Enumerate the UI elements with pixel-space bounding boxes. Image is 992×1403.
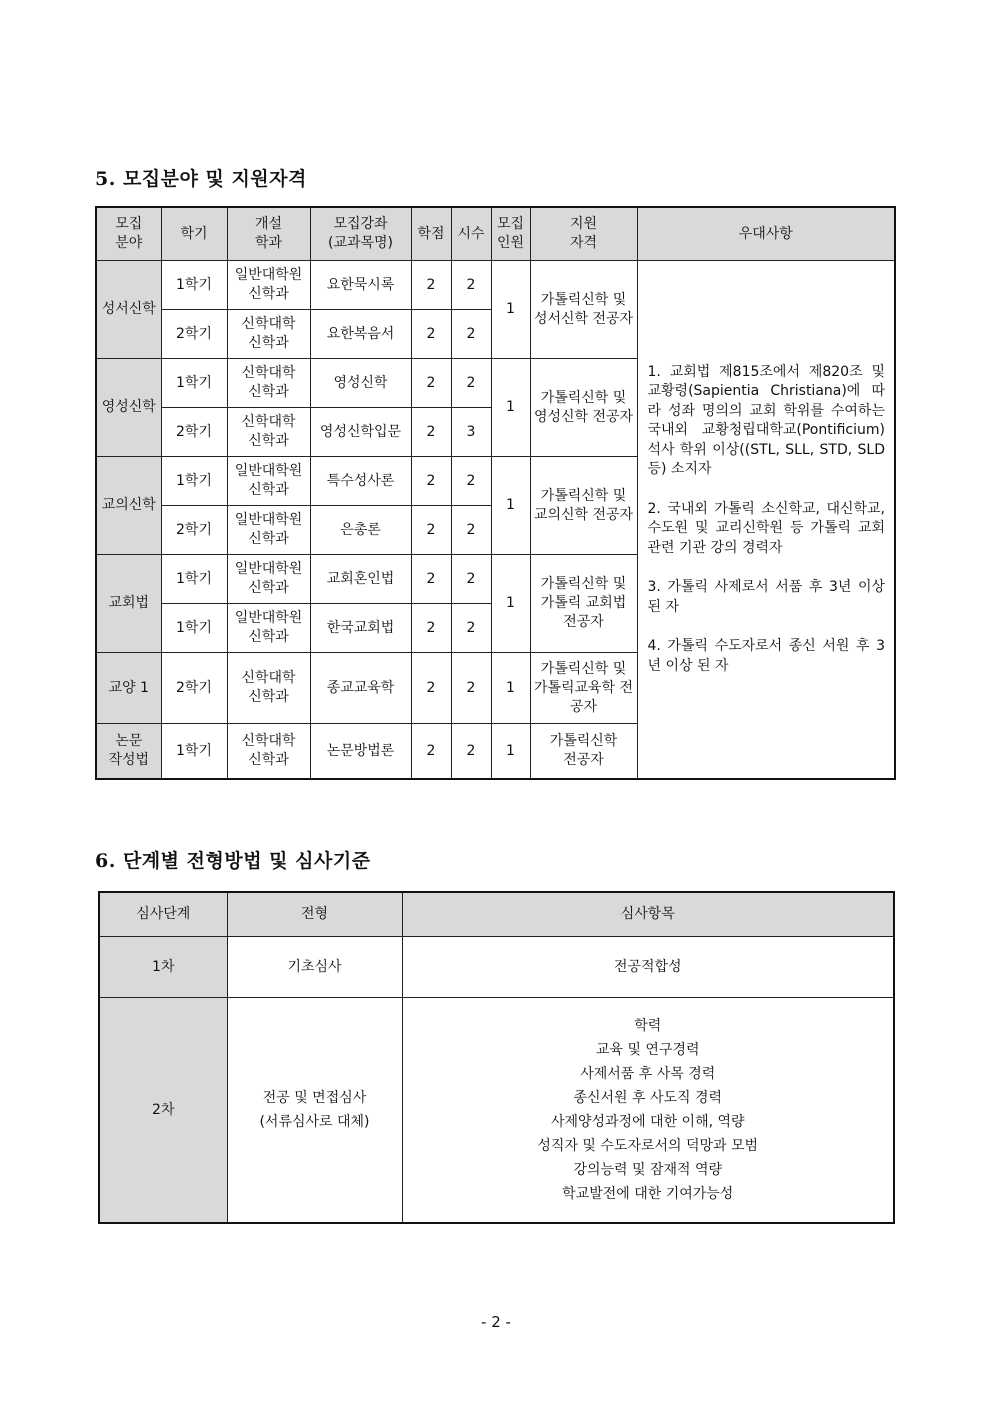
hours-cell: 2 xyxy=(451,310,491,359)
criteria-item: 사제서품 후 사목 경력 xyxy=(580,1066,716,1082)
qual-cell: 가톨릭신학 및 교의신학 전공자 xyxy=(530,457,637,555)
stage-cell: 2차 xyxy=(99,998,227,1224)
header-count: 모집 인원 xyxy=(491,207,530,261)
course-cell: 교회혼인법 xyxy=(310,555,411,604)
course-cell: 은총론 xyxy=(310,506,411,555)
credit-cell: 2 xyxy=(411,506,451,555)
criteria-item: 학력 xyxy=(634,1018,662,1034)
semester-cell: 1학기 xyxy=(161,457,227,506)
preference-item: 1. 교회법 제815조에서 제820조 및 교황령(Sapientia Christiana)에 따라 성좌 명의의 교회 학위를 수여하는 국내외 교황청립대학교(Pontificium) 석사 학위 이상((STL, SLL, STD, SLD 등) 소지자 xyxy=(647,363,885,478)
section6-title: 6. 단계별 전형방법 및 심사기준 xyxy=(95,850,371,872)
criteria-item: 종신서원 후 사도직 경력 xyxy=(573,1090,723,1106)
dept-cell: 신학대학 신학과 xyxy=(227,310,310,359)
count-cell: 1 xyxy=(491,724,530,780)
criteria-item: 사제양성과정에 대한 이해, 역량 xyxy=(550,1114,745,1130)
semester-cell: 2학기 xyxy=(161,653,227,724)
credit-cell: 2 xyxy=(411,261,451,310)
qual-cell: 가톨릭신학 및 영성신학 전공자 xyxy=(530,359,637,457)
credit-cell: 2 xyxy=(411,310,451,359)
credit-cell: 2 xyxy=(411,653,451,724)
count-cell: 1 xyxy=(491,457,530,555)
recruitment-table xyxy=(95,206,896,780)
course-cell: 한국교회법 xyxy=(310,604,411,653)
header-dept: 개설 학과 xyxy=(227,207,310,261)
criteria-item: 학교발전에 대한 기여가능성 xyxy=(562,1186,734,1202)
field-cell: 교양 1 xyxy=(96,653,161,724)
qual-cell: 가톨릭신학 및 가톨릭 교회법 전공자 xyxy=(530,555,637,653)
field-cell: 교의신학 xyxy=(96,457,161,555)
preference-item: 3. 가톨릭 사제로서 서품 후 3년 이상 된 자 xyxy=(647,579,885,615)
count-cell: 1 xyxy=(491,261,530,359)
header-qual: 지원 자격 xyxy=(530,207,637,261)
criteria-cell xyxy=(402,998,894,1224)
semester-cell: 2학기 xyxy=(161,310,227,359)
credit-cell: 2 xyxy=(411,359,451,408)
method-cell: 전공 및 면접심사 (서류심사로 대체) xyxy=(227,998,402,1224)
hours-cell: 2 xyxy=(451,555,491,604)
hours-cell: 2 xyxy=(451,457,491,506)
header-hours: 시수 xyxy=(451,207,491,261)
field-cell: 영성신학 xyxy=(96,359,161,457)
dept-cell: 신학대학 신학과 xyxy=(227,359,310,408)
hours-cell: 3 xyxy=(451,408,491,457)
page-number: - 2 - xyxy=(481,1313,511,1331)
dept-cell: 일반대학원 신학과 xyxy=(227,604,310,653)
credit-cell: 2 xyxy=(411,555,451,604)
count-cell: 1 xyxy=(491,359,530,457)
criteria-item: 강의능력 및 잠재적 역량 xyxy=(573,1162,723,1178)
semester-cell: 2학기 xyxy=(161,408,227,457)
field-cell: 성서신학 xyxy=(96,261,161,359)
semester-cell: 1학기 xyxy=(161,359,227,408)
hours-cell: 2 xyxy=(451,653,491,724)
dept-cell: 신학대학 신학과 xyxy=(227,408,310,457)
hours-cell: 2 xyxy=(451,604,491,653)
hours-cell: 2 xyxy=(451,359,491,408)
hours-cell: 2 xyxy=(451,261,491,310)
header-field: 모집 분야 xyxy=(96,207,161,261)
course-cell: 요한복음서 xyxy=(310,310,411,359)
credit-cell: 2 xyxy=(411,724,451,780)
qual-cell: 가톨릭신학 및 가톨릭교육학 전공자 xyxy=(530,653,637,724)
criteria-item: 전공적합성 xyxy=(613,959,682,975)
header-method: 전형 xyxy=(227,892,402,937)
criteria-cell xyxy=(402,937,894,998)
course-cell: 논문방법론 xyxy=(310,724,411,780)
course-cell: 특수성사론 xyxy=(310,457,411,506)
qual-cell: 가톨릭신학 및 성서신학 전공자 xyxy=(530,261,637,359)
section5-title: 5. 모집분야 및 지원자격 xyxy=(95,168,307,190)
field-cell: 논문 작성법 xyxy=(96,724,161,780)
criteria-item: 성직자 및 수도자로서의 덕망과 모범 xyxy=(537,1138,759,1154)
hours-cell: 2 xyxy=(451,724,491,780)
course-cell: 영성신학입문 xyxy=(310,408,411,457)
header-stage: 심사단계 xyxy=(99,892,227,937)
semester-cell: 1학기 xyxy=(161,724,227,780)
stage-cell: 1차 xyxy=(99,937,227,998)
method-cell: 기초심사 xyxy=(227,937,402,998)
preferences-cell xyxy=(637,261,895,780)
count-cell: 1 xyxy=(491,653,530,724)
header-credit: 학점 xyxy=(411,207,451,261)
preference-item: 4. 가톨릭 수도자로서 종신 서원 후 3년 이상 된 자 xyxy=(647,638,885,674)
semester-cell: 1학기 xyxy=(161,555,227,604)
semester-cell: 1학기 xyxy=(161,261,227,310)
course-cell: 종교교육학 xyxy=(310,653,411,724)
credit-cell: 2 xyxy=(411,457,451,506)
course-cell: 요한묵시록 xyxy=(310,261,411,310)
hours-cell: 2 xyxy=(451,506,491,555)
header-criteria: 심사항목 xyxy=(402,892,894,937)
screening-table xyxy=(98,891,895,1224)
dept-cell: 일반대학원 신학과 xyxy=(227,506,310,555)
semester-cell: 1학기 xyxy=(161,604,227,653)
header-semester: 학기 xyxy=(161,207,227,261)
count-cell: 1 xyxy=(491,555,530,653)
dept-cell: 신학대학 신학과 xyxy=(227,724,310,780)
field-cell: 교회법 xyxy=(96,555,161,653)
dept-cell: 일반대학원 신학과 xyxy=(227,261,310,310)
criteria-item: 교육 및 연구경력 xyxy=(595,1042,700,1058)
semester-cell: 2학기 xyxy=(161,506,227,555)
credit-cell: 2 xyxy=(411,408,451,457)
header-pref: 우대사항 xyxy=(637,207,895,261)
dept-cell: 신학대학 신학과 xyxy=(227,653,310,724)
course-cell: 영성신학 xyxy=(310,359,411,408)
credit-cell: 2 xyxy=(411,604,451,653)
dept-cell: 일반대학원 신학과 xyxy=(227,457,310,506)
header-course: 모집강좌 (교과목명) xyxy=(310,207,411,261)
preference-item: 2. 국내외 가톨릭 소신학교, 대신학교, 수도원 및 교리신학원 등 가톨릭 교회 관련 기관 강의 경력자 xyxy=(647,500,885,556)
dept-cell: 일반대학원 신학과 xyxy=(227,555,310,604)
qual-cell: 가톨릭신학 전공자 xyxy=(530,724,637,780)
